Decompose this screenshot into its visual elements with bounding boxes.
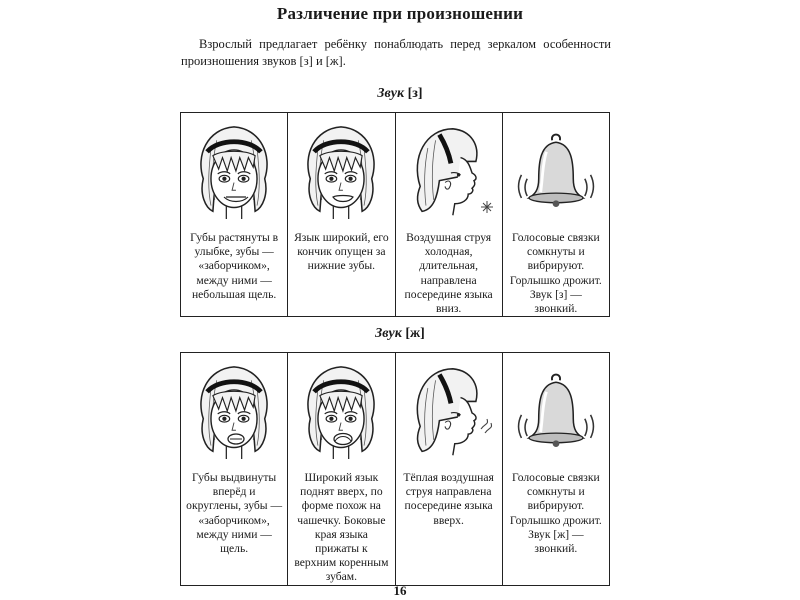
table-cell — [288, 353, 395, 586]
heading-sound: [ж] — [405, 326, 425, 341]
girl-face-smile-icon — [186, 119, 282, 225]
sound-zh-table — [180, 352, 610, 586]
heading-word: Звук — [377, 86, 405, 101]
cell-text: Воздушная струя холодная, длительная, направлена посередине языка вниз. — [404, 231, 493, 316]
intro-paragraph: Взрослый предлагает ребёнку понаблюдать перед зеркалом особенности произношения звуков [з] и [ж]. — [181, 37, 611, 68]
cell-text: Голосовые связки сомкнуты и вибрируют. Горлышко дрожит. Звук [ж] — звонкий. — [509, 471, 602, 556]
section-heading-z — [0, 86, 800, 102]
cell-text: Голосовые связки сомкнуты и вибрируют. Горлышко дрожит. Звук [з] — звонкий. — [509, 231, 602, 316]
table-cell — [288, 113, 395, 317]
girl-face-tongue-up-icon — [293, 359, 389, 465]
table-cell — [181, 113, 288, 317]
table-cell — [181, 353, 288, 586]
bell-ringing-icon — [508, 359, 604, 465]
girl-profile-cold-air-icon — [401, 119, 497, 225]
cell-text: Тёплая воздушная струя направлена посередине языка вверх. — [403, 471, 494, 527]
bell-ringing-icon — [508, 119, 604, 225]
cell-text: Губы выдвинуты вперёд и округлены, зубы — «заборчиком», между ними — щель. — [186, 471, 283, 556]
cell-text: Губы растянуты в улыбке, зубы — «заборчиком», между ними — небольшая щель. — [190, 231, 279, 301]
page-number: 16 — [393, 583, 407, 598]
cell-text: Широкий язык поднят вверх, по форме похож на чашечку. Боковые края языка прижаты к верхним коренным зубам. — [294, 471, 389, 584]
sound-z-table — [180, 112, 610, 317]
table-cell — [502, 353, 609, 586]
girl-profile-warm-air-icon — [401, 359, 497, 465]
cell-text: Язык широкий, его кончик опущен за нижние зубы. — [294, 231, 389, 273]
table-cell — [502, 113, 609, 317]
girl-face-lips-rounded-icon — [186, 359, 282, 465]
heading-word: Звук — [375, 326, 402, 341]
girl-face-tongue-down-icon — [293, 119, 389, 225]
page-title: Различение при произношении — [276, 4, 524, 23]
heading-sound: [з] — [407, 86, 423, 101]
table-cell — [395, 113, 502, 317]
table-cell — [395, 353, 502, 586]
section-heading-zh — [0, 326, 800, 342]
